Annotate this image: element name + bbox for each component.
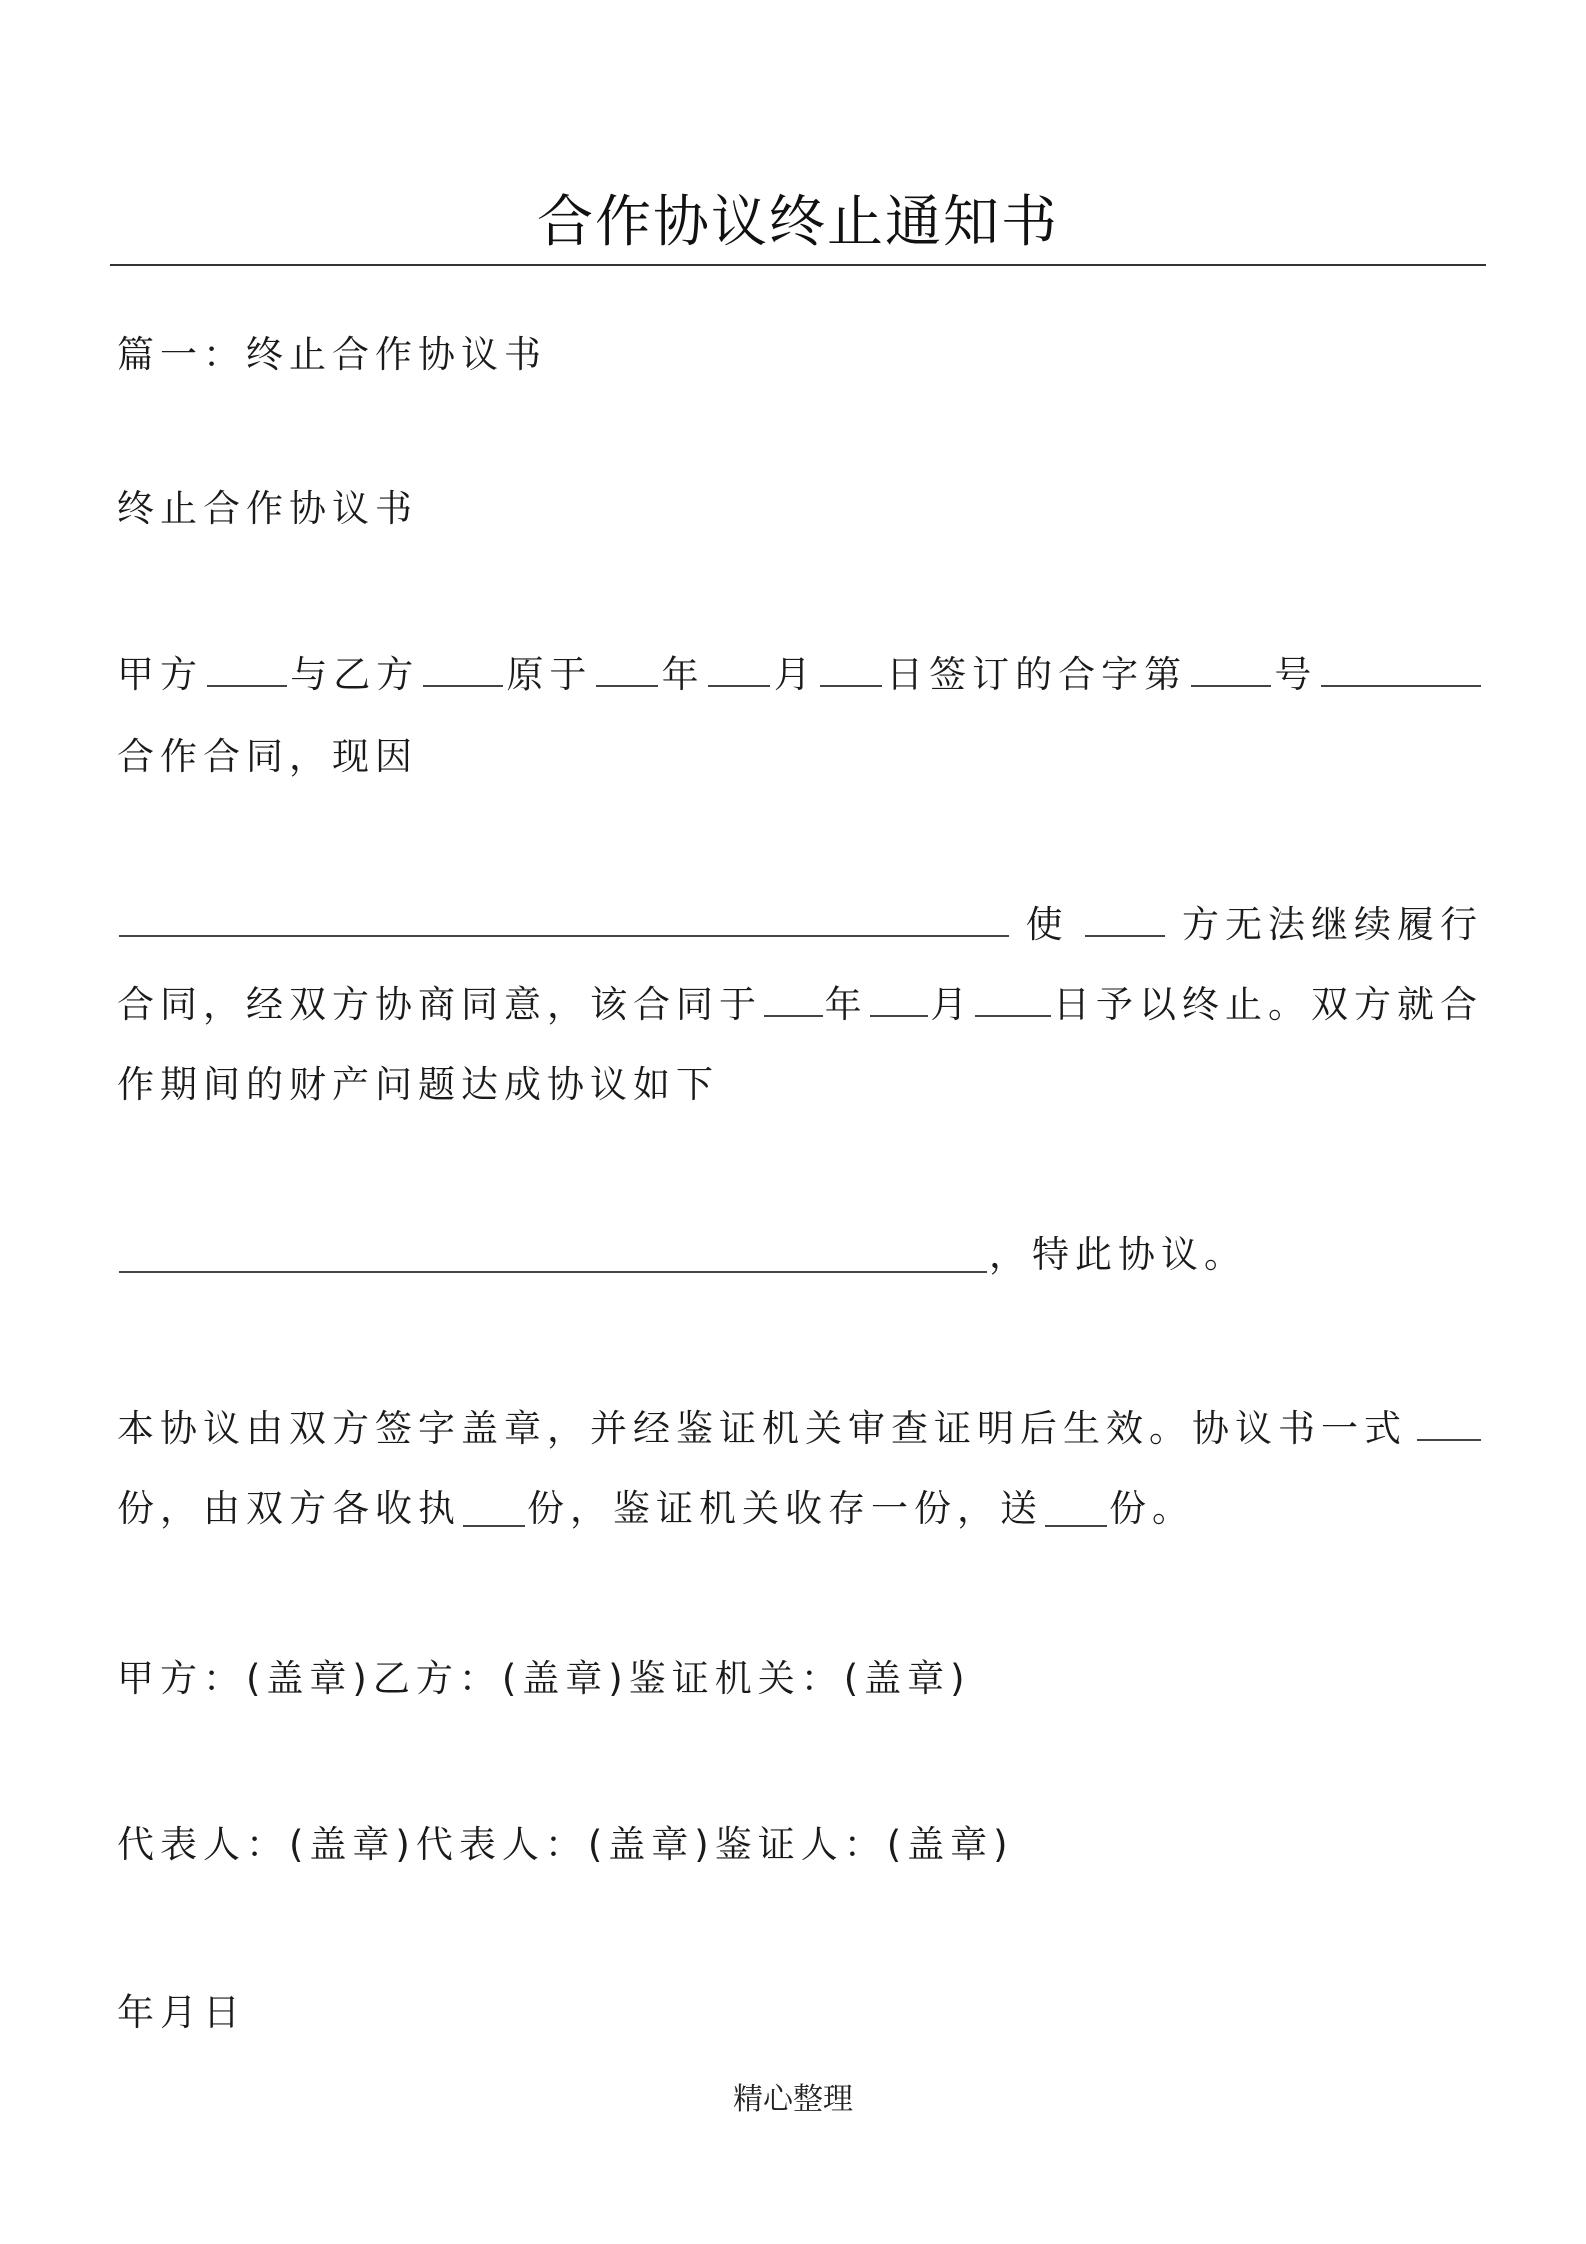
text-fragment: 日予以终止。双方就合 <box>1053 983 1483 1026</box>
fill-blank-party <box>1085 901 1165 937</box>
fill-blank-contract-name <box>1321 651 1481 687</box>
fill-blank-day <box>820 651 882 687</box>
fill-blank-contract-no <box>1191 651 1271 687</box>
text-fragment: 日签订的合字第 <box>886 653 1188 696</box>
text-fragment: 本协议由双方签字盖章，并经鉴证机关审查证明后生效。协议书一式 <box>117 1407 1407 1450</box>
document-title: 合作协议终止通知书 <box>537 190 1059 255</box>
para-4-line-1 <box>117 1390 1483 1468</box>
fill-blank-terms <box>119 1237 987 1273</box>
text-fragment: 使 <box>1025 903 1069 946</box>
fill-blank-year <box>596 651 658 687</box>
text-fragment: 份，鉴证机关收存一份，送 <box>527 1487 1043 1530</box>
representative-line: 代表人：(盖章)代表人：(盖章)鉴证人：(盖章) <box>117 1823 1014 1866</box>
fill-blank-end-year <box>764 981 823 1017</box>
para-2-line-3: 作期间的财产问题达成协议如下 <box>117 1063 719 1106</box>
fill-blank-month <box>708 651 770 687</box>
title-divider <box>110 264 1486 266</box>
para-2-line-2 <box>117 966 1483 1044</box>
text-fragment: 年 <box>824 983 868 1026</box>
text-fragment: 月 <box>773 653 817 696</box>
fill-blank-send-copies <box>1045 1491 1107 1527</box>
fill-blank-end-day <box>975 981 1051 1017</box>
text-fragment: 份。 <box>1109 1487 1195 1530</box>
para-4-line-2 <box>117 1470 1195 1548</box>
text-fragment: 原于 <box>506 653 593 696</box>
text-fragment: 年 <box>661 653 705 696</box>
date-line: 年月日 <box>117 1991 246 2034</box>
text-fragment: 与乙方 <box>290 653 420 696</box>
agreement-subtitle: 终止合作协议书 <box>117 487 418 530</box>
text-fragment: ，特此协议。 <box>989 1233 1247 1276</box>
fill-blank-party-a <box>207 651 287 687</box>
fill-blank-each-copies <box>463 1491 525 1527</box>
section-heading: 篇一：终止合作协议书 <box>117 333 547 376</box>
para-1-line-1 <box>117 636 1483 714</box>
text-fragment: 号 <box>1274 653 1318 696</box>
page-footer: 精心整理 <box>733 2082 853 2117</box>
signature-line: 甲方：(盖章)乙方：(盖章)鉴证机关：(盖章) <box>117 1657 971 1700</box>
para-1-line-2: 合作合同，现因 <box>117 735 418 778</box>
fill-blank-copies <box>1417 1405 1481 1441</box>
text-fragment: 合同，经双方协商同意，该合同于 <box>117 983 762 1026</box>
text-fragment: 甲方 <box>117 653 203 696</box>
fill-blank-reason <box>119 901 1009 937</box>
para-2-line-1 <box>117 886 1483 964</box>
fill-blank-end-month <box>870 981 929 1017</box>
para-3-line-1 <box>117 1216 1247 1294</box>
text-fragment: 份，由双方各收执 <box>117 1487 461 1530</box>
text-fragment: 方无法继续履行 <box>1181 903 1483 946</box>
fill-blank-party-b <box>423 651 503 687</box>
text-fragment: 月 <box>930 983 974 1026</box>
